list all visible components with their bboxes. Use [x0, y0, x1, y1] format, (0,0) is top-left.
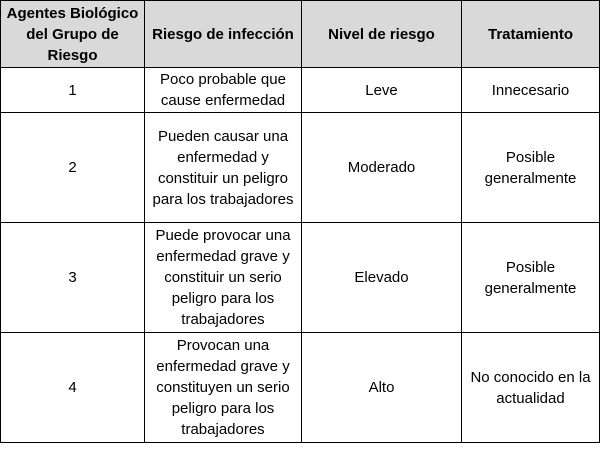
header-nivel: Nivel de riesgo [302, 1, 462, 68]
cell-grupo: 3 [1, 223, 145, 333]
cell-grupo: 4 [1, 333, 145, 443]
table-row [1, 113, 600, 223]
cell-riesgo: Pueden causar una enfermedad y constituir un peligro para los trabajadores [145, 113, 302, 223]
cell-tratamiento: Posible generalmente [462, 113, 600, 223]
table-row [1, 68, 600, 113]
table-row [1, 333, 600, 443]
table-body [1, 68, 600, 443]
header-grupo: Agentes Biológico del Grupo de Riesgo [1, 1, 145, 68]
header-row [1, 1, 600, 68]
cell-nivel: Leve [302, 68, 462, 113]
cell-tratamiento: No conocido en la actualidad [462, 333, 600, 443]
cell-nivel: Alto [302, 333, 462, 443]
cell-riesgo: Provocan una enfermedad grave y constituyen un serio peligro para los trabajadores [145, 333, 302, 443]
cell-tratamiento: Posible generalmente [462, 223, 600, 333]
cell-grupo: 2 [1, 113, 145, 223]
table-header [1, 1, 600, 68]
cell-riesgo: Poco probable que cause enfermedad [145, 68, 302, 113]
cell-grupo: 1 [1, 68, 145, 113]
cell-nivel: Moderado [302, 113, 462, 223]
cell-riesgo: Puede provocar una enfermedad grave y constituir un serio peligro para los trabajadores [145, 223, 302, 333]
header-tratamiento: Tratamiento [462, 1, 600, 68]
cell-nivel: Elevado [302, 223, 462, 333]
cell-tratamiento: Innecesario [462, 68, 600, 113]
header-riesgo: Riesgo de infección [145, 1, 302, 68]
table-row [1, 223, 600, 333]
